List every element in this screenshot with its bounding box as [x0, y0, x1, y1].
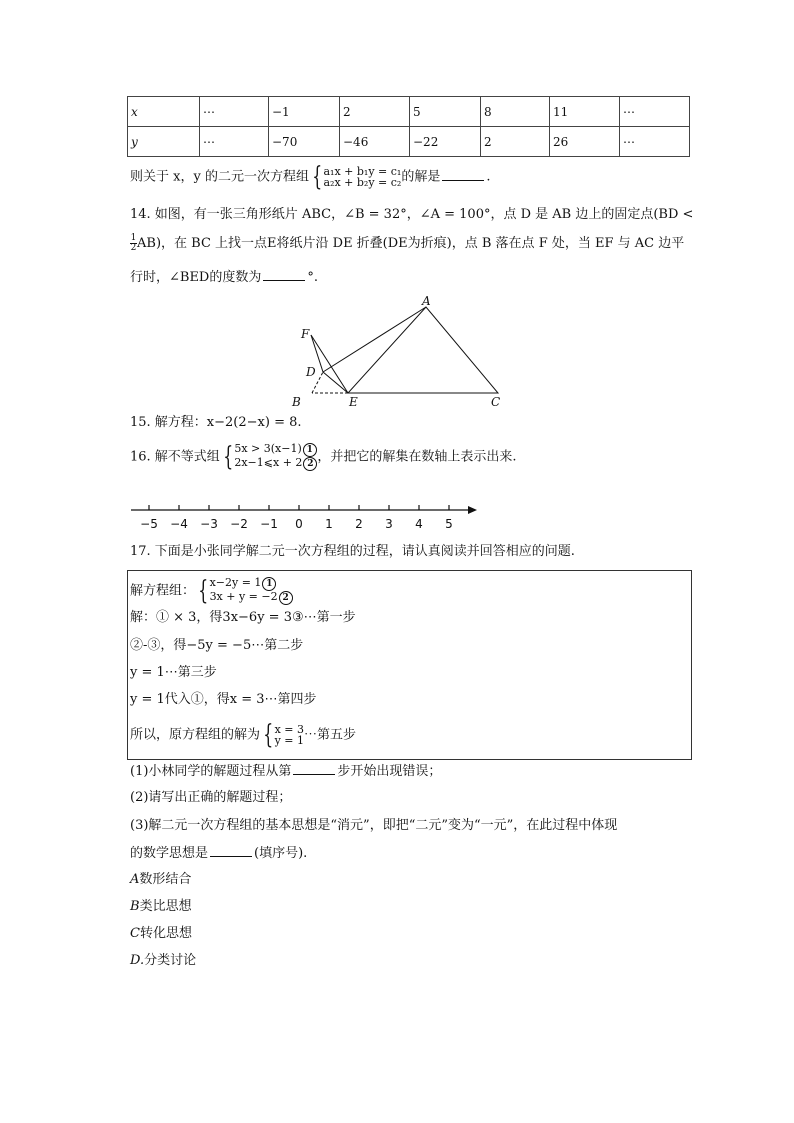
q17-eq2 — [210, 591, 293, 605]
q17-equation-system: { x−2y = 1 1 3x + y = −2 2 — [195, 577, 293, 605]
table-cell: ⋯ — [620, 97, 690, 127]
table-cell: 8 — [481, 97, 550, 127]
table-cell: −1 — [269, 97, 340, 127]
label-f: F — [301, 327, 310, 341]
q17-part1 — [130, 762, 441, 781]
q13-eq2: a₂x + b₂y = c₂ — [323, 176, 402, 189]
number-line-tick-label: −2 — [230, 517, 248, 531]
q14-line3 — [130, 268, 318, 287]
table-cell: 2 — [340, 97, 410, 127]
option-b — [130, 898, 192, 916]
circle-number-1: 1 — [303, 443, 317, 457]
option-letter: A — [130, 872, 140, 887]
table-cell: −22 — [410, 127, 481, 157]
number-line-arrow — [468, 506, 477, 514]
option-text: 转化思想 — [139, 926, 192, 941]
q17-eq1-text: x−2y = 1 — [209, 576, 262, 589]
q17-sol1: x = 3 — [274, 723, 304, 736]
segment-de — [323, 372, 348, 393]
q14-fraction — [130, 234, 137, 253]
q14-line2-text: AB)，在 BC 上找一点E将纸片沿 DE 折叠(DE为折痕)，点 B 落在点 F 处，当 EF 与 AC 边平 — [137, 236, 685, 251]
number-line-tick-label: 4 — [415, 517, 423, 531]
triangle-figure — [280, 295, 520, 410]
label-d: D — [306, 365, 316, 379]
q13-text: 则关于 x，y 的二元一次方程组 — [130, 169, 309, 185]
q17-part1-post: 步开始出现错误； — [337, 764, 442, 779]
table-cell: ⋯ — [620, 127, 690, 157]
q16-ineq1 — [234, 443, 317, 457]
number-line-tick-label: 5 — [445, 517, 453, 531]
q13-end: . — [486, 169, 491, 185]
table-cell: −70 — [269, 127, 340, 157]
q17-part3-text: 的数学思想是 — [130, 846, 209, 861]
table-cell: x — [128, 97, 200, 127]
table-row-y — [128, 127, 690, 157]
number-line-tick-label: 0 — [295, 517, 303, 531]
number-line-ticks — [140, 505, 453, 531]
q16-ineq2 — [234, 457, 317, 471]
circle-number-2: 2 — [303, 457, 317, 471]
q13-text-post: 的解是 — [401, 169, 441, 185]
label-a: A — [422, 295, 431, 308]
answer-blank[interactable] — [293, 762, 335, 775]
answer-blank[interactable] — [210, 844, 252, 857]
q13-question-line — [130, 164, 490, 190]
option-letter: B — [130, 899, 140, 914]
q17-part3-line2 — [130, 844, 307, 863]
q17-part2: (2)请写出正确的解题过程； — [130, 790, 292, 805]
q17-step1: 解：① × 3，得3x−6y = 3③⋯第一步 — [130, 610, 356, 625]
number-line-tick-label: 2 — [355, 517, 363, 531]
number-line-tick-label: 3 — [385, 517, 393, 531]
number-line-tick-label: −5 — [140, 517, 158, 531]
circle-number-1: 1 — [262, 577, 276, 591]
number-line-tick-label: −1 — [260, 517, 278, 531]
q17-eq1 — [210, 577, 293, 591]
table-cell: ⋯ — [200, 127, 269, 157]
option-text: 分类讨论 — [144, 953, 197, 968]
table-cell: ⋯ — [200, 97, 269, 127]
label-c: C — [491, 395, 501, 409]
q17-step4: y = 1代入①，得x = 3⋯第四步 — [130, 692, 317, 707]
triangle-abc — [348, 307, 498, 393]
answer-blank[interactable] — [442, 168, 484, 181]
option-letter: C — [130, 926, 140, 941]
q17-eq2-text: 3x + y = −2 — [209, 590, 278, 603]
number-line — [125, 500, 485, 536]
table-cell: −46 — [340, 127, 410, 157]
label-e: E — [349, 395, 358, 409]
segment-da — [323, 307, 426, 372]
q17-part1-text: (1)小林同学的解题过程从第 — [130, 764, 292, 779]
q17-intro: 17. 下面是小张同学解二元一次方程组的过程，请认真阅读并回答相应的问题. — [130, 544, 575, 559]
q17-step5-post: ⋯第五步 — [304, 727, 357, 743]
q17-part3-post: (填序号). — [254, 846, 308, 861]
option-letter: D. — [130, 953, 145, 968]
q13-eq1: a₁x + b₁y = c₁ — [323, 165, 402, 178]
q17-solution-system: { x = 3 y = 1 — [263, 720, 304, 750]
option-a — [130, 871, 191, 889]
q16-text: 16. 解不等式组 — [130, 449, 220, 465]
option-c — [130, 925, 192, 943]
q13-equation-system: { a₁x + b₁y = c₁ a₂x + b₂y = c₂ — [312, 162, 402, 192]
segment-fe — [311, 335, 348, 393]
q14-line2 — [130, 234, 684, 253]
table-cell: 11 — [550, 97, 620, 127]
option-text: 数形结合 — [139, 872, 192, 887]
q16-ineq1-text: 5x > 3(x−1) — [234, 442, 302, 455]
answer-blank[interactable] — [263, 268, 305, 281]
q17-step2: ②-③，得−5y = −5⋯第二步 — [130, 638, 304, 653]
q17-system-line — [130, 577, 293, 605]
q16-inequality-system: { 5x > 3(x−1) 1 2x−1⩽x + 2 2 — [220, 443, 318, 471]
table-cell: y — [128, 127, 200, 157]
q17-step3: y = 1⋯第三步 — [130, 665, 217, 680]
q16-ineq2-text: 2x−1⩽x + 2 — [234, 456, 303, 469]
number-line-tick-label: −4 — [170, 517, 188, 531]
table-row-x — [128, 97, 690, 127]
q17-step5 — [130, 722, 356, 748]
number-line-tick-label: 1 — [325, 517, 333, 531]
option-text: 类比思想 — [139, 899, 192, 914]
q17-sol2: y = 1 — [274, 734, 304, 747]
circle-number-2: 2 — [279, 591, 293, 605]
table-cell: 5 — [410, 97, 481, 127]
q14-line3-text: 行时，∠BED的度数为 — [130, 270, 262, 285]
number-line-tick-label: −3 — [200, 517, 218, 531]
option-d — [130, 952, 196, 970]
table-cell: 26 — [550, 127, 620, 157]
q17-step5-text: 所以，原方程组的解为 — [130, 727, 261, 743]
q14-line1: 14. 如图，有一张三角形纸片 ABC，∠B = 32°，∠A = 100°，点 D 是 AB 边上的固定点(BD < — [130, 207, 694, 222]
label-b: B — [292, 395, 301, 409]
q14-degree: °. — [307, 270, 318, 285]
frac-num: 1 — [130, 233, 137, 243]
frac-den: 2 — [130, 243, 137, 253]
q16-text-post: ，并把它的解集在数轴上表示出来. — [317, 449, 517, 465]
value-table — [127, 96, 690, 157]
q15-line: 15. 解方程：x−2(2−x) = 8. — [130, 415, 302, 430]
q17-solve-label: 解方程组： — [130, 583, 196, 599]
q17-part3-line1: (3)解二元一次方程组的基本思想是“消元”，即把“二元”变为“一元”，在此过程中体现 — [130, 818, 618, 833]
table-cell: 2 — [481, 127, 550, 157]
q16-line — [130, 443, 517, 471]
